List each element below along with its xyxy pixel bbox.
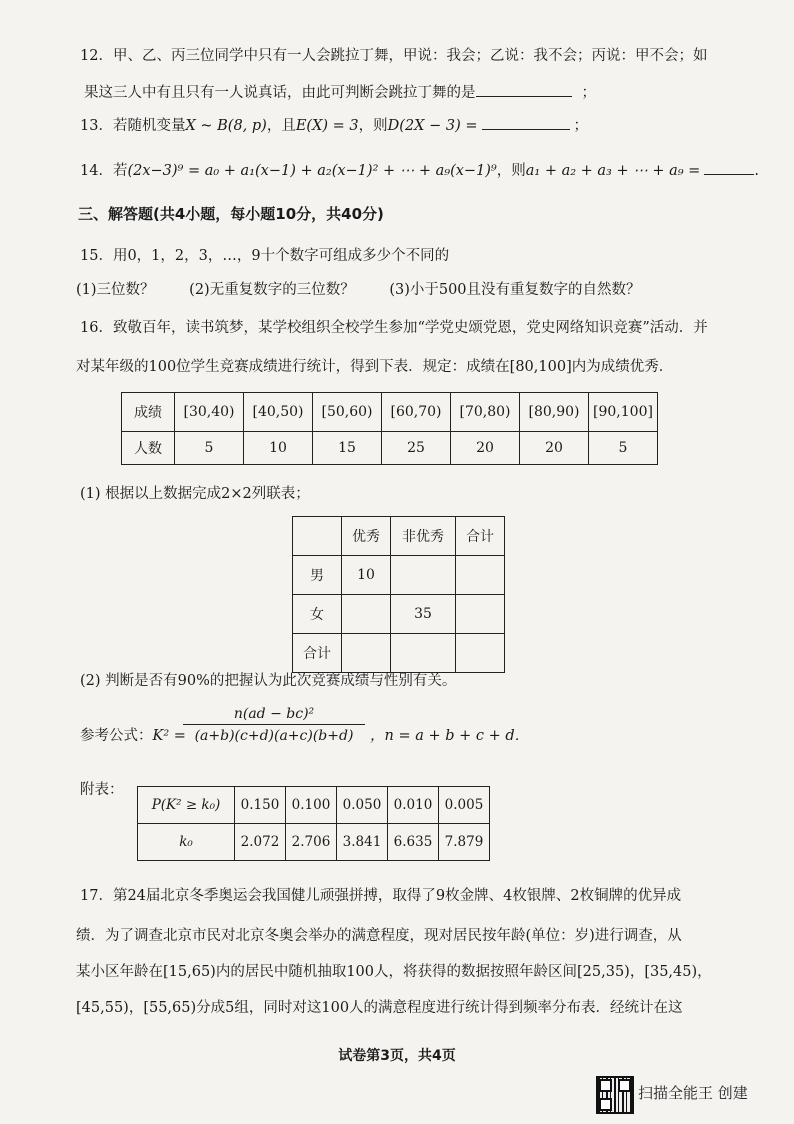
chi-k-cell: 7.879 [439,824,490,861]
q12-end: ； [581,85,596,101]
count-cell: 20 [520,432,589,465]
formula-lhs: K² = [152,728,186,744]
chi-k-cell: 2.706 [286,824,337,861]
count-cell: 15 [313,432,382,465]
q13-line [80,115,724,136]
formula-denominator: (a+b)(c+d)(a+c)(b+d) [194,728,354,744]
score-table [121,392,658,465]
interval-cell: [30,40) [175,393,244,432]
contingency-cell [342,595,391,634]
q15-part2: (2)无重复数字的三位数？ [189,282,355,298]
q13-prefix: 13．若随机变量 [80,118,186,134]
count-cell: 10 [244,432,313,465]
chi-k-cell: 6.635 [388,824,439,861]
contingency-header: 非优秀 [391,517,456,556]
interval-cell: [60,70) [382,393,451,432]
q13-distribution: X ~ B(8, p) [185,118,267,134]
q14-line [80,160,759,181]
chi-row-p [138,787,490,824]
contingency-cell [342,634,391,673]
q15-line1: 15．用0，1，2，3，…，9十个数字可组成多少个不同的 [80,248,450,264]
count-cell: 5 [589,432,658,465]
q13-end: ； [573,118,589,134]
contingency-cell [456,595,505,634]
count-cell: 20 [451,432,520,465]
q17-line1: 17．第24届北京冬季奥运会我国健儿顽强拼搏，取得了9枚金牌、4枚银牌、2枚铜牌的优异成 [80,888,682,904]
q12-text: 果这三人中有且只有一人说真话，由此可判断会跳拉丁舞的是 [84,85,476,101]
chi-p-label: P(K² ≥ k₀) [138,787,235,824]
scanner-brand: 扫描全能王 创建 [638,1084,748,1102]
q13-mid1: ，且 [266,118,296,134]
chi-k-cell: 3.841 [337,824,388,861]
q16-line1: 16．致敬百年，读书筑梦，某学校组织全校学生参加“学党史颂党恩，党史网络知识竞赛”活动．并 [80,320,708,336]
q16-line2: 对某年级的100位学生竞赛成绩进行统计，得到下表．规定：成绩在[80,100]内为成绩优秀． [76,359,674,375]
interval-cell: [80,90) [520,393,589,432]
chi-square-table [137,786,490,861]
contingency-cell [391,556,456,595]
q15-part3: (3)小于500且没有重复数字的自然数？ [389,282,641,298]
q17-line2: 绩．为了调查北京市民对北京冬奥会举办的满意程度，现对居民按年龄(单位：岁)进行调查，从 [76,928,682,944]
contingency-cell [391,634,456,673]
chi-k-label: k₀ [138,824,235,861]
formula-numerator: n(ad − bc)² [233,706,315,722]
contingency-header: 优秀 [342,517,391,556]
contingency-row-total [293,634,505,673]
q14-sum: a₁ + a₂ + a₃ + ⋯ + a₉ = [525,163,701,179]
chi-k-cell: 2.072 [235,824,286,861]
contingency-header: 合计 [456,517,505,556]
contingency-cell [456,556,505,595]
q16-part1: (1) 根据以上数据完成2×2列联表； [80,486,310,502]
q14-expansion: (2x−3)⁹ = a₀ + a₁(x−1) + a₂(x−1)² + ⋯ + a₉(x−1)⁹ [127,163,497,179]
contingency-table [292,516,505,673]
count-label-cell: 人数 [122,432,175,465]
q12-line2 [84,82,724,103]
qr-code-icon [596,1076,634,1114]
contingency-cell: 10 [342,556,391,595]
q14-mid: ，则 [496,163,526,179]
chi-row-k [138,824,490,861]
q12-line1: 12．甲、乙、丙三位同学中只有一人会跳拉丁舞，甲说：我会；乙说：我不会；丙说：甲不会；如 [80,48,708,64]
contingency-row-label: 男 [293,556,342,595]
contingency-row-label: 合计 [293,634,342,673]
q13-mid2: ，则 [358,118,388,134]
q15-parts [76,280,724,300]
interval-cell: [70,80) [451,393,520,432]
contingency-row-female [293,595,505,634]
q17-line4: [45,55)，[55,65)分成5组，同时对这100人的满意程度进行统计得到频率分布表．经统计在这 [76,1000,683,1016]
score-label-cell: 成绩 [122,393,175,432]
q14-end: . [754,163,759,179]
contingency-cell [456,634,505,673]
score-row-interval [122,393,658,432]
score-row-count [122,432,658,465]
formula-label: 参考公式： [80,728,153,744]
chi-p-cell: 0.100 [286,787,337,824]
contingency-row-male [293,556,505,595]
contingency-corner [293,517,342,556]
count-cell: 5 [175,432,244,465]
count-cell: 25 [382,432,451,465]
contingency-header-row [293,517,505,556]
q13-variance: D(2X − 3) = [387,118,478,134]
q14-answer-blank [704,160,754,175]
interval-cell: [90,100] [589,393,658,432]
page-footer: 试卷第3页，共4页 [338,1048,456,1064]
appendix-label: 附表： [80,782,124,798]
interval-cell: [50,60) [313,393,382,432]
interval-cell: [40,50) [244,393,313,432]
q16-part2: (2) 判断是否有90%的把握认为此次竞赛成绩与性别有关。 [80,673,457,689]
contingency-row-label: 女 [293,595,342,634]
chi-p-cell: 0.010 [388,787,439,824]
q13-answer-blank [482,115,570,130]
chi-p-cell: 0.150 [235,787,286,824]
chi-p-cell: 0.005 [439,787,490,824]
formula-tail: ，n = a + b + c + d． [370,728,530,744]
q14-prefix: 14．若 [80,163,128,179]
q17-line3: 某小区年龄在[15,65)内的居民中随机抽取100人，将获得的数据按照年龄区间[25,35)，[35,45)， [76,964,712,980]
q13-expectation: E(X) = 3 [295,118,359,134]
q15-part1: (1)三位数？ [76,282,155,298]
q12-answer-blank [476,82,572,97]
contingency-cell: 35 [391,595,456,634]
section-3-heading: 三、解答题(共4小题，每小题10分，共40分) [78,205,384,223]
chi-p-cell: 0.050 [337,787,388,824]
formula-fraction [181,706,367,744]
